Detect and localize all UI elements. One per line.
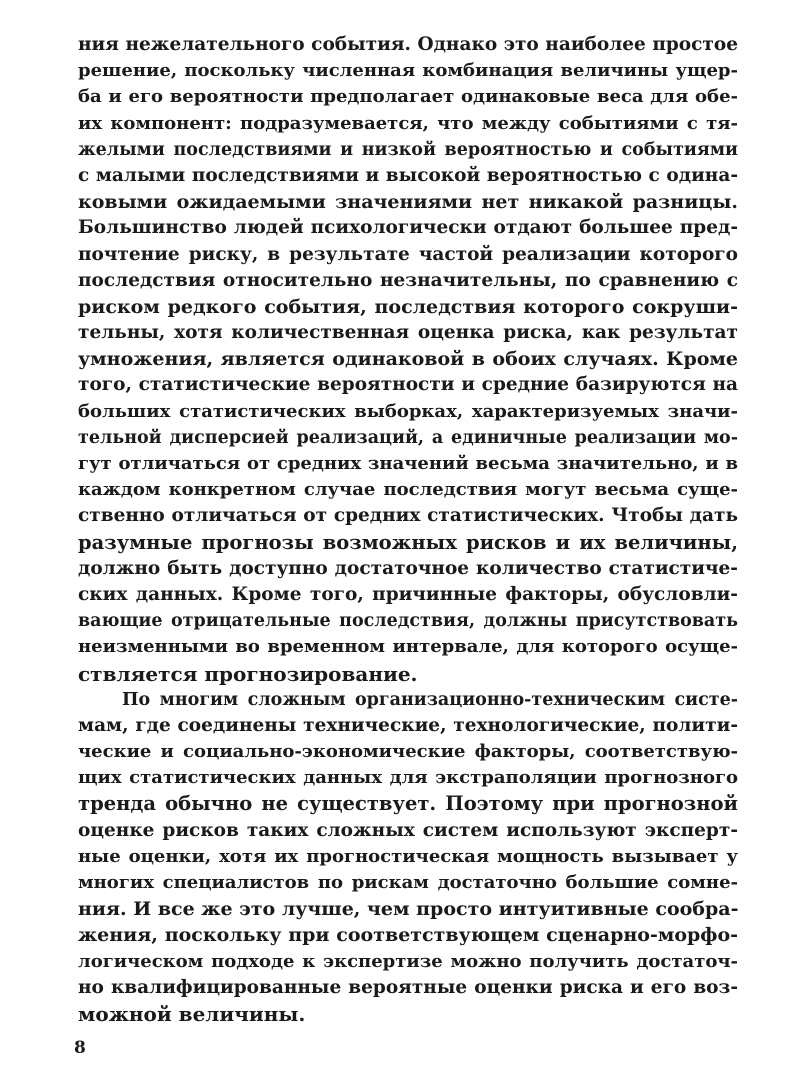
text-line: ба и его вероятности предполагает одинаковые веса для обе-: [78, 86, 738, 108]
text-line: их компонент: подразумевается, что между событиями с тя-: [78, 112, 738, 134]
text-line: По многим сложным организационно-техническим систе-: [122, 689, 738, 710]
text-line: умножения, является одинаковой в обоих случаях. Кроме: [78, 348, 738, 371]
text-line: логическом подходе к экспертизе можно получить достаточ-: [78, 950, 738, 972]
text-line: неизменными во временном интервале, для которого осуще-: [78, 636, 738, 658]
text-line: ния. И все же это лучше, чем просто интуитивные сообра-: [78, 898, 738, 921]
text-line: тельной дисперсией реализаций, а единичные реализации мо-: [78, 427, 738, 448]
text-line: ковыми ожидаемыми значениями нет никакой разницы.: [78, 191, 738, 214]
body-text: [78, 32, 738, 1027]
text-line: разумные прогнозы возможных рисков и их величины,: [78, 530, 738, 554]
text-line: гут отличаться от средних значений весьма значительно, и в: [78, 453, 738, 474]
text-line: ствляется прогнозирование.: [78, 661, 418, 686]
page-number: 8: [74, 1038, 86, 1058]
text-line: можной величины.: [78, 1001, 306, 1026]
text-line: должно быть доступно достаточное количество статистиче-: [78, 557, 738, 579]
text-line: ственно отличаться от средних статистических. Чтобы дать: [78, 505, 738, 527]
text-line: ные оценки, хотя их прогностическая мощность вызывает у: [78, 845, 738, 867]
text-line: оценке рисков таких сложных систем используют эксперт-: [78, 819, 738, 841]
text-line: вающие отрицательные последствия, должны присутствовать: [78, 611, 738, 632]
text-line: многих специалистов по рискам достаточно большие сомне-: [78, 872, 738, 893]
text-line: ния нежелательного события. Однако это наиболее простое: [78, 34, 738, 55]
text-line: того, статистические вероятности и средние базируются на: [78, 374, 738, 396]
text-line: мам, где соединены технические, технологические, полити-: [78, 714, 738, 736]
text-line: ческие и социально-экономические факторы, соответствую-: [78, 741, 738, 763]
text-line: с малыми последствиями и высокой вероятностью с одина-: [78, 164, 738, 186]
paragraph-1: [78, 32, 738, 687]
text-line: но квалифицированные вероятные оценки риска и его воз-: [78, 976, 738, 998]
text-line: решение, поскольку численная комбинация величины ущер-: [78, 60, 738, 82]
text-line: ских данных. Кроме того, причинные факторы, обусловли-: [78, 583, 738, 605]
text-line: риском редкого события, последствия которого сокруши-: [78, 295, 738, 318]
text-line: тельны, хотя количественная оценка риска, как результат: [78, 322, 738, 344]
text-line: щих статистических данных для экстраполяции прогнозного: [78, 767, 738, 789]
paragraph-2: [78, 687, 738, 1027]
text-line: каждом конкретном случае последствия могут весьма суще-: [78, 479, 738, 501]
text-line: тренда обычно не существует. Поэтому при прогнозной: [78, 792, 738, 816]
text-line: жения, поскольку при соответствующем сценарно-морфо-: [78, 924, 738, 947]
text-line: больших статистических выборках, характеризуемых значи-: [78, 400, 738, 422]
text-line: желыми последствиями и низкой вероятностью и событиями: [78, 139, 738, 160]
text-line: Большинство людей психологически отдают большее пред-: [78, 217, 738, 239]
text-line: последствия относительно незначительны, по сравнению с: [78, 269, 738, 291]
text-line: почтение риску, в результате частой реализации которого: [78, 243, 738, 265]
